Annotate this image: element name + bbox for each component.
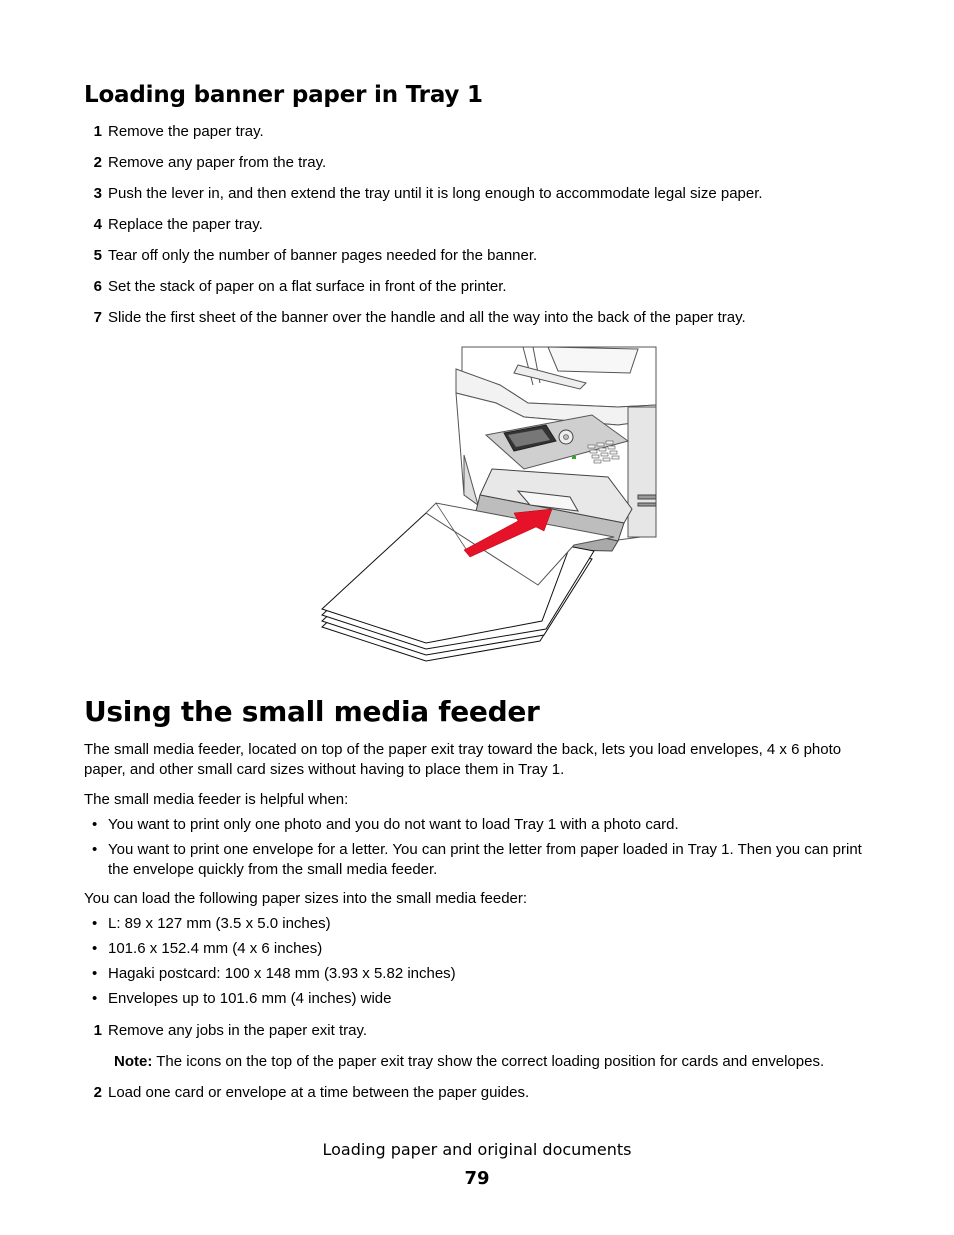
step-text: Slide the first sheet of the banner over the handle and all the way into the back of the paper tray. [108,309,746,326]
step-text: Remove any paper from the tray. [108,154,327,171]
helpful-lead: The small media feeder is helpful when: [84,791,349,808]
bullet-text: You want to print one envelope for a letter. You can print the letter from paper loaded in Tray 1. Then you can print the envelope quickly from the small media feeder. [108,841,862,878]
step-text: Tear off only the number of banner pages needed for the banner. [108,247,538,264]
step-number: 1 [93,1022,102,1039]
bullet-text: 101.6 x 152.4 mm (4 x 6 inches) [108,940,323,957]
step-number: 5 [93,247,102,264]
list-item [84,122,884,153]
bullet-icon: • [92,841,98,858]
step-text: Remove the paper tray. [108,123,264,140]
list-item [84,308,884,339]
bullet-icon: • [92,940,98,957]
note-label: Note: [114,1053,153,1070]
note-text: The icons on the top of the paper exit tray show the correct loading position for cards and envelopes. [152,1053,825,1070]
sizes-list [84,914,874,1014]
sizes-lead: You can load the following paper sizes into the small media feeder: [84,890,528,907]
bullet-text: Hagaki postcard: 100 x 148 mm (3.93 x 5.82 inches) [108,965,456,982]
list-item [84,815,874,835]
bullet-text: Envelopes up to 101.6 mm (4 inches) wide [108,990,392,1007]
page-number: 79 [464,1168,490,1189]
bullet-text: L: 89 x 127 mm (3.5 x 5.0 inches) [108,915,331,932]
step-number: 2 [93,1084,102,1101]
step-text: Push the lever in, and then extend the tray until it is long enough to accommodate legal size paper. [108,185,763,202]
list-item [84,184,884,215]
list-item [84,964,874,984]
list-item [84,153,884,184]
step-number: 1 [93,123,102,140]
step-text: Replace the paper tray. [108,216,263,233]
footer-chapter-title: Loading paper and original documents [322,1140,632,1159]
list-item [84,246,884,277]
note [114,1052,884,1072]
bullet-text: You want to print only one photo and you do not want to load Tray 1 with a photo card. [108,816,679,833]
step-text: Set the stack of paper on a flat surface in front of the printer. [108,278,507,295]
bullet-icon: • [92,915,98,932]
list-item [84,277,884,308]
bullet-icon: • [92,816,98,833]
list-item [84,215,884,246]
list-item [84,840,874,880]
step-number: 4 [93,216,102,233]
section-heading-small-media-feeder: Using the small media feeder [84,695,540,728]
printer-banner-illustration [318,345,658,670]
bullet-icon: • [92,990,98,1007]
step-number: 2 [93,154,102,171]
step-number: 6 [93,278,102,295]
step-number: 3 [93,185,102,202]
step-number: 7 [93,309,102,326]
step-text: Load one card or envelope at a time between the paper guides. [108,1084,530,1101]
helpful-list [84,815,874,885]
list-item [84,939,874,959]
bullet-icon: • [92,965,98,982]
intro-paragraph: The small media feeder, located on top of the paper exit tray toward the back, lets you load envelopes, 4 x 6 photo paper, and other small card sizes without having to place them in Tray 1. [84,741,842,778]
step-text: Remove any jobs in the paper exit tray. [108,1022,368,1039]
list-item [84,989,874,1009]
banner-steps-list [84,122,884,339]
list-item [84,914,874,934]
section-heading-banner: Loading banner paper in Tray 1 [84,82,483,108]
